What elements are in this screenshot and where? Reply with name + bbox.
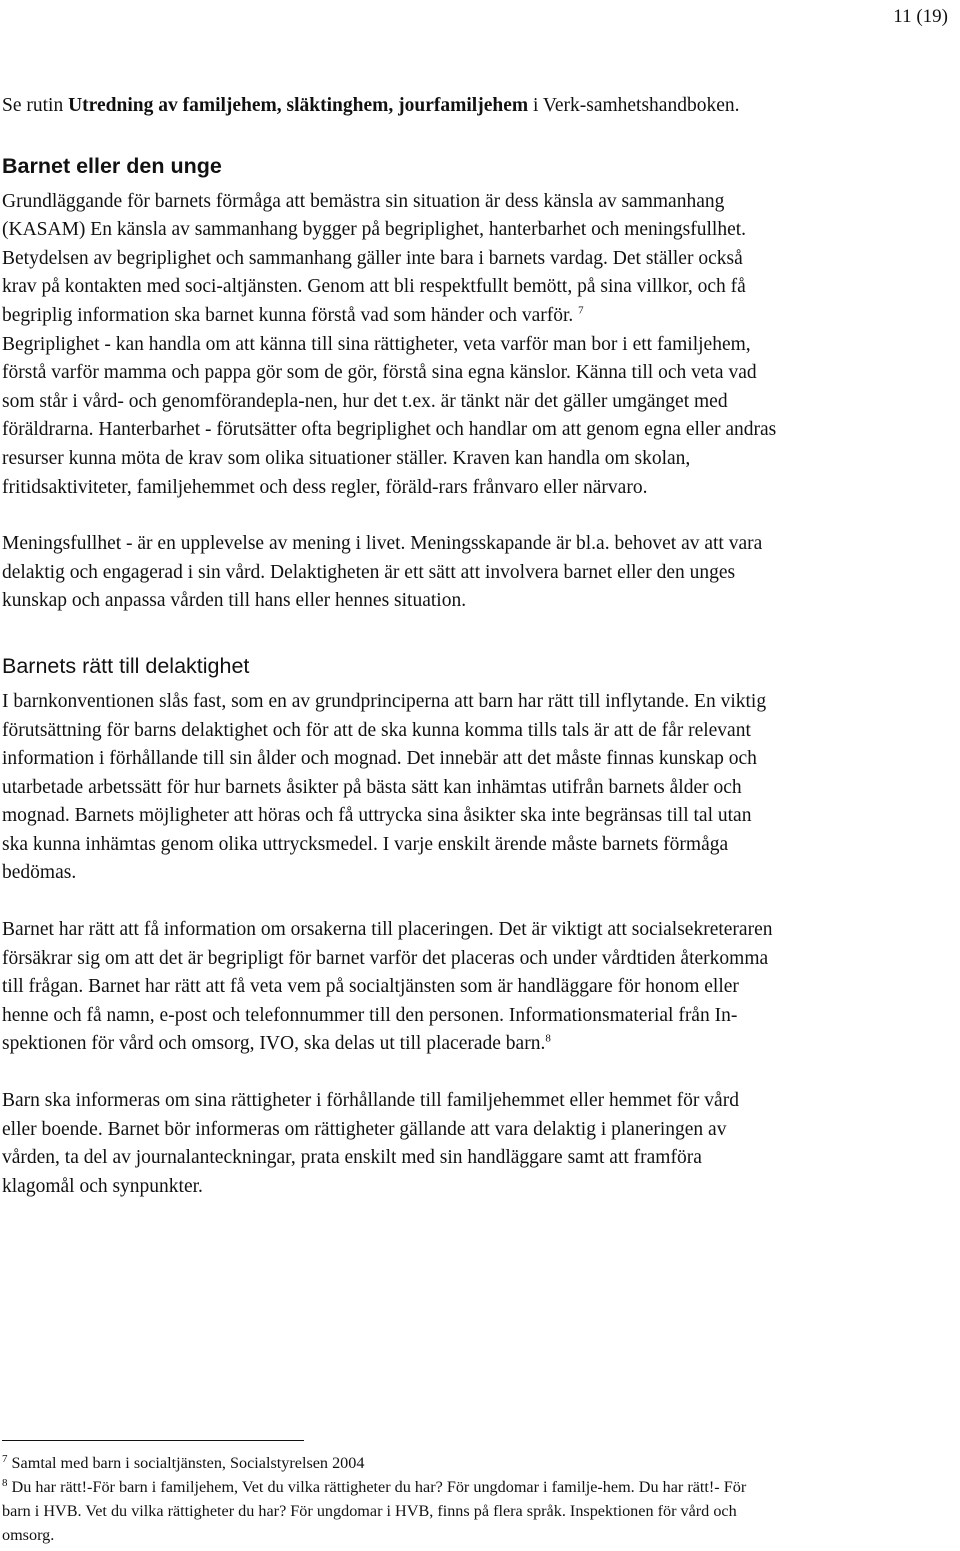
kasam-text: Grundläggande för barnets förmåga att bemästra sin situation är dess känsla av sammanhang (KASAM) En känsla av sammanhang bygger på begriplighet, hanterbarhet och meningsfullhet. Betydelsen av begriplighet och sammanhang gäller inte bara i barnets vardag. Det ställer också krav på kontakten med soci-altjänsten. Genom att bli respektfullt bemött, på sina villkor, och få begriplig information ska barnet kunna förstå vad som händer och varför. xyxy=(2,190,747,326)
document-body xyxy=(2,92,777,1201)
information-text: Barnet har rätt att få information om orsakerna till placeringen. Det är viktigt att socialsekreteraren försäkrar sig om att det är begripligt för barnet varför det placeras och under vårdtiden återkomma till frågan. Barnet har rätt att få veta vem på socialtjänsten som är handläggare för honom eller henne och få namn, e-post och telefonnummer till den personen. Informationsmaterial från In-spektionen för vård och omsorg, IVO, ska delas ut till placerade barn. xyxy=(2,919,773,1055)
kasam-paragraph xyxy=(2,188,777,503)
heading-barnet-eller-den-unge: Barnet eller den unge xyxy=(2,153,222,178)
meningsfullhet-paragraph: Meningsfullhet - är en upplevelse av mening i livet. Meningsskapande är bl.a. behovet av att vara delaktig och engagerad i sin vård. Delaktigheten är ett sätt att involvera barnet eller den unges kunskap och anpassa vården till hans eller hennes situation. xyxy=(2,533,763,612)
footnote-mark: 8 xyxy=(2,1476,8,1489)
barnkonventionen-paragraph: I barnkonventionen slås fast, som en av grundprinciperna att barn har rätt till inflytande. En viktig förutsättning för barns delaktighet och för att de ska kunna komma tills tals är att de får relevant information i förhållande till sin ålder och mognad. Det innebär att det måste finnas kunskap och utarbetade arbetssätt för hur barnets åsikter på bästa sätt kan inhämtas utifrån barnets ålder och mognad. Barnets möjligheter att höras och få uttrycka sina åsikter ska inte begränsas till tal utan ska kunna inhämtas genom olika uttrycksmedel. I varje enskilt ärende måste barnets förmåga bedömas. xyxy=(2,690,767,884)
page-number: 11 (19) xyxy=(893,6,948,27)
footnote-text: Du har rätt!-För barn i familjehem, Vet du vilka rättigheter du har? För ungdomar i familje-hem. Du har rätt!- För barn i HVB. Vet du vilka rättigheter du har? För ungdomar i HVB, finns på flera språk. Inspektionen för vård och omsorg. xyxy=(2,1478,747,1544)
footnote-mark: 7 xyxy=(2,1452,8,1465)
footnote-ref-7[interactable]: 7 xyxy=(578,304,584,317)
footnote-text: Samtal med barn i socialtjänsten, Socialstyrelsen 2004 xyxy=(11,1454,365,1472)
begriplighet-text: Begriplighet - kan handla om att känna till sina rättigheter, veta varför man bor i ett familjehem, förstå varför mamma och pappa gör som de gör, förstå sina egna känslor. Känna till och veta vad som står i vård- och genomförandepla-nen, hur det t.ex. är tänkt när det gäller umgänget med föräldrarna. Hanterbarhet - förutsätter ofta begriplighet och handlar om att genom egna eller andras resurser kunna möta de krav som olika situationer ställer. Kraven kan handla om skolan, fritidsaktiviteter, familjehemmet och dess regler, föräld-rars frånvaro eller närvaro. xyxy=(2,333,777,498)
footnote-7 xyxy=(2,1451,777,1475)
footnote-8 xyxy=(2,1475,777,1547)
heading-barnets-ratt-till-delaktighet: Barnets rätt till delaktighet xyxy=(2,653,250,678)
footnotes xyxy=(2,1440,777,1547)
intro-suffix: i Verk-samhetshandboken. xyxy=(528,95,740,116)
routine-link-text: Utredning av familjehem, släktinghem, jourfamiljehem xyxy=(68,95,529,116)
information-paragraph xyxy=(2,916,777,1059)
footnote-separator xyxy=(2,1440,304,1441)
intro-paragraph xyxy=(2,92,777,121)
intro-prefix: Se rutin xyxy=(2,95,69,116)
footnote-ref-8[interactable]: 8 xyxy=(545,1032,551,1045)
rattigheter-paragraph: Barn ska informeras om sina rättigheter i förhållande till familjehemmet eller hemmet för vård eller boende. Barnet bör informeras om rättigheter gällande att vara delaktig i planeringen av vården, ta del av journalanteckningar, prata enskilt med sin handläggare samt att framföra klagomål och synpunkter. xyxy=(2,1090,739,1197)
